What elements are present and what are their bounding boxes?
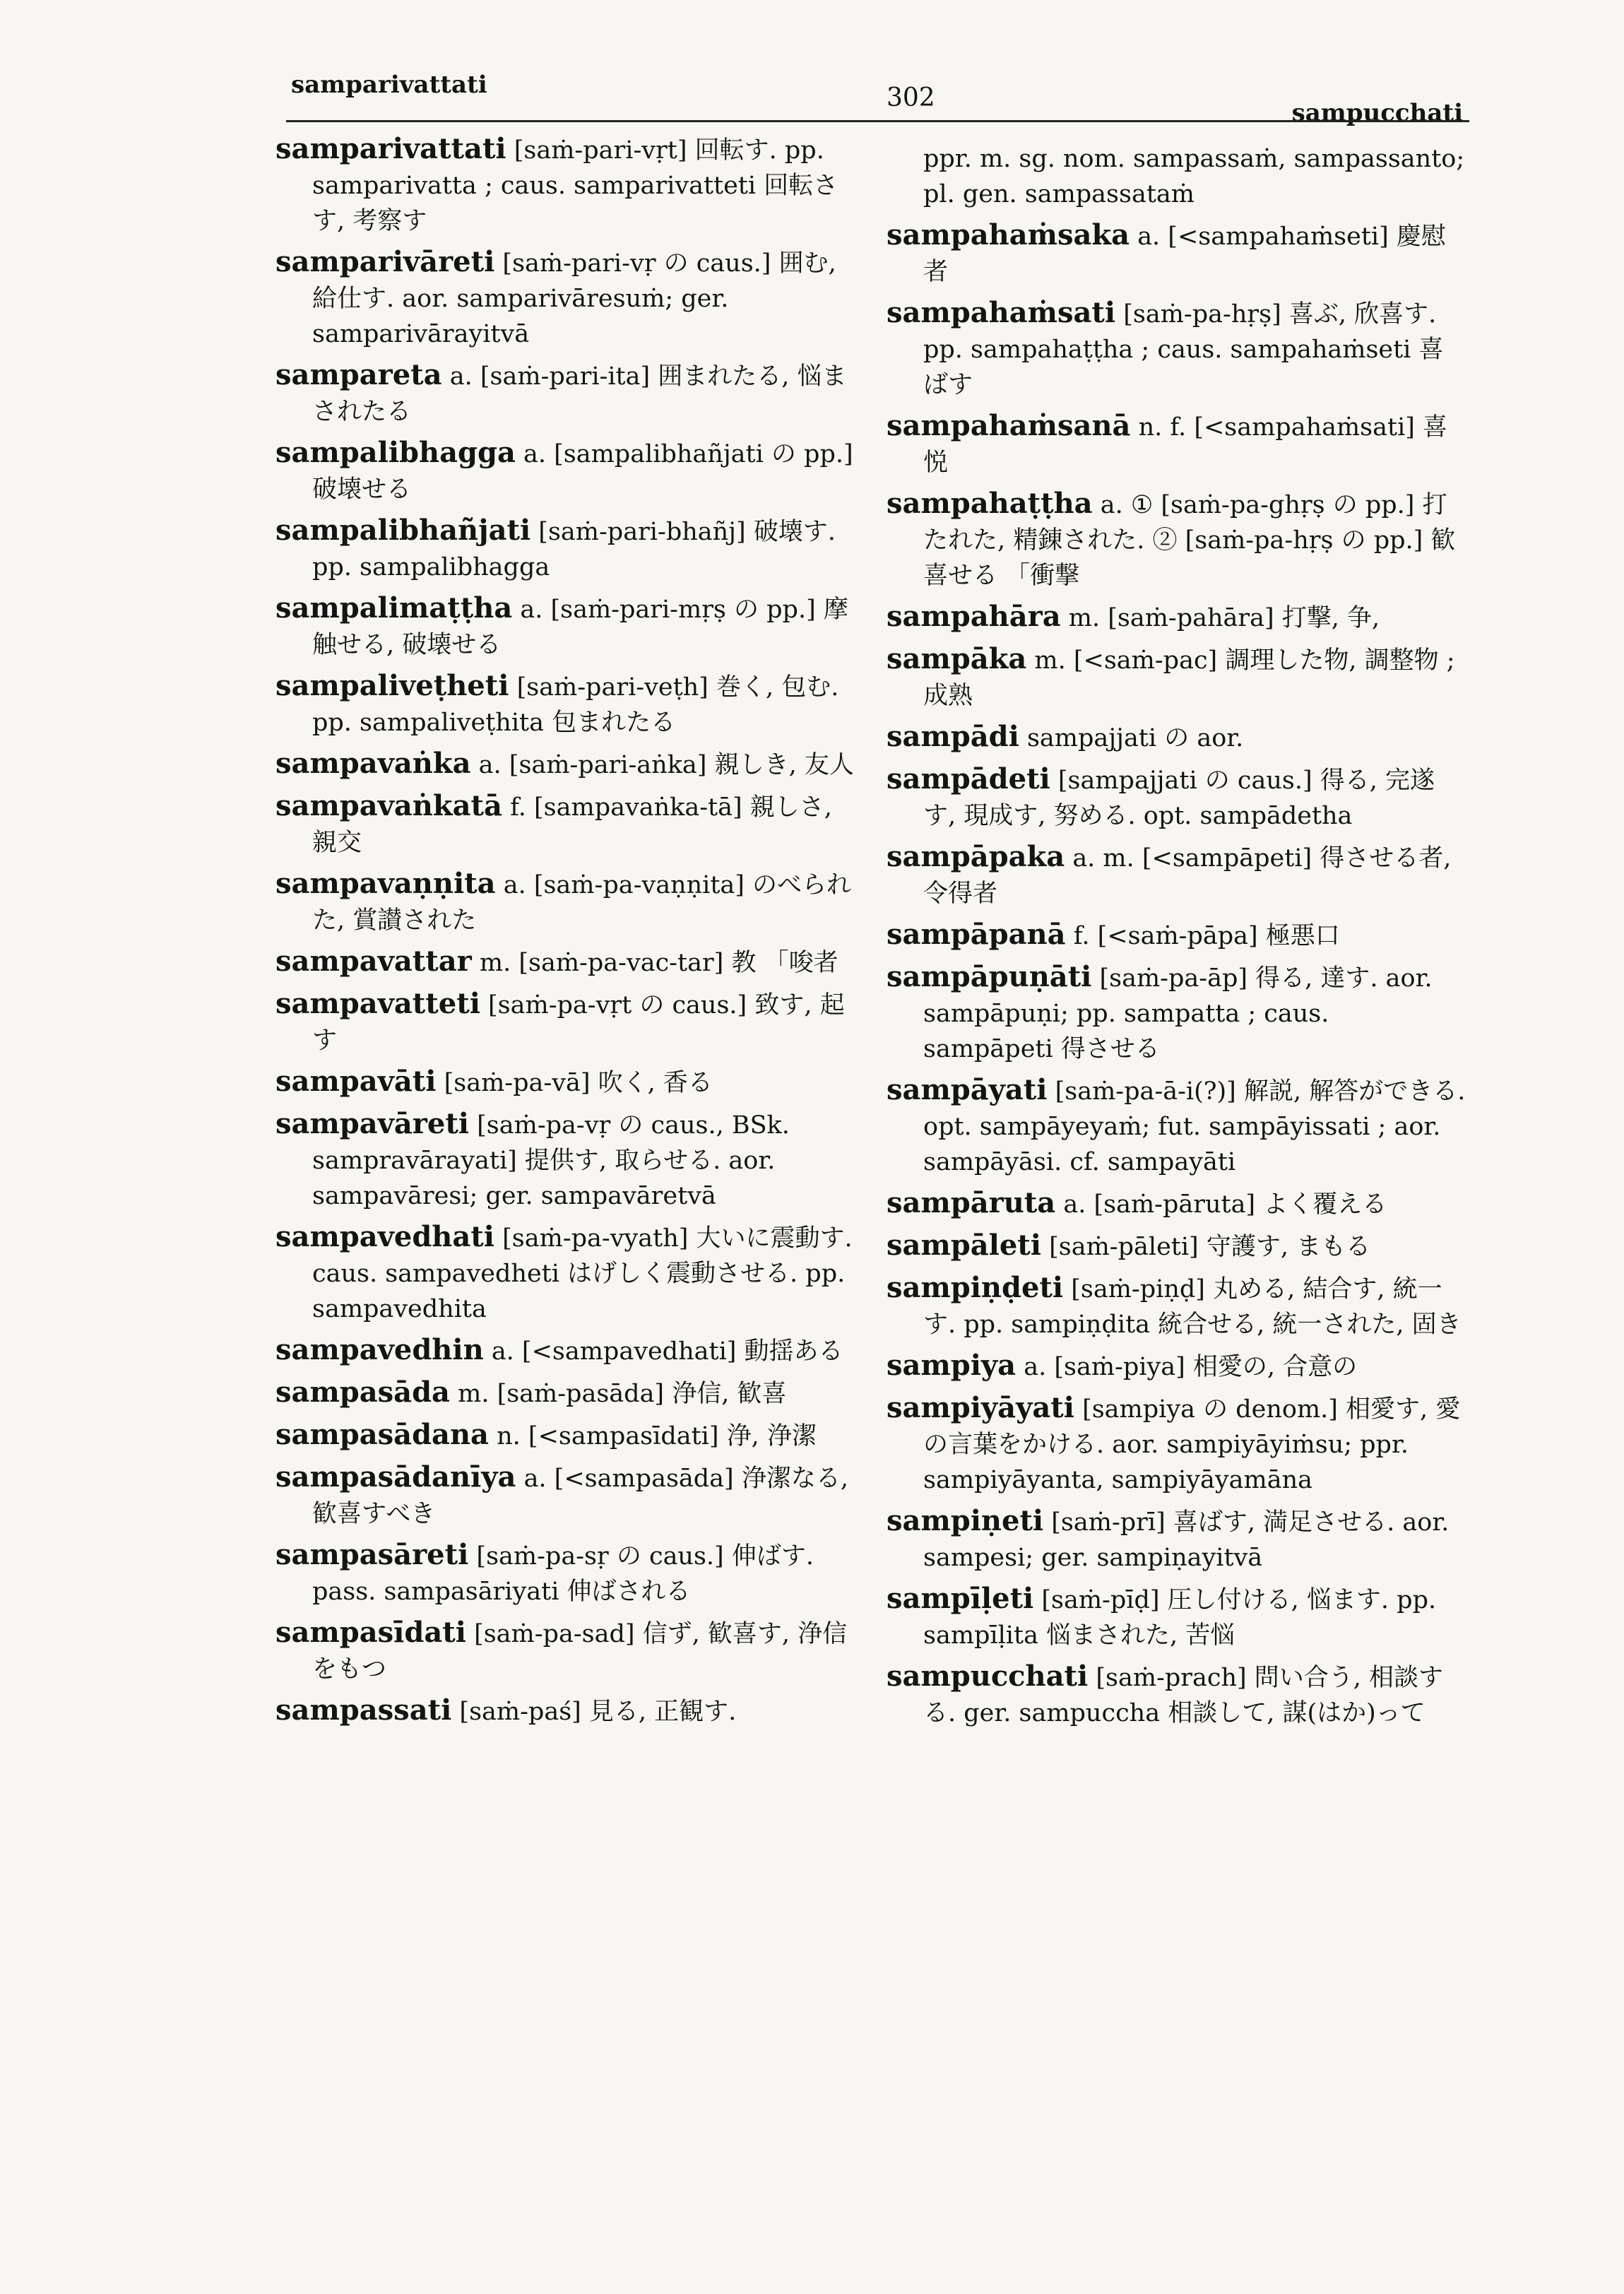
dictionary-entry <box>887 599 1466 636</box>
entry-definition: m. [saṁ-pahāra] 打撃, 争, <box>1068 604 1380 632</box>
entry-headword: sampucchati <box>887 1660 1089 1693</box>
dictionary-entry <box>275 591 855 663</box>
entry-headword: sampalimaṭṭha <box>275 591 513 625</box>
entry-headword: sampasādanīya <box>275 1460 516 1494</box>
entry-headword: sampavedhati <box>275 1220 494 1253</box>
entry-headword: sampāpaka <box>887 840 1065 873</box>
dictionary-entry <box>275 244 855 352</box>
entry-definition: [saṁ-pa-vṛ の caus., BSk. sampravārayati] 提供す, 取らせる. aor. sampavāresi; ger. sampavāretvā <box>312 1111 790 1210</box>
entry-definition: [saṁ-pa-vā] 吹く, 香る <box>444 1069 713 1097</box>
left-column <box>275 131 855 1735</box>
entry-headword: sampavaṇṇita <box>275 867 496 900</box>
entry-definition: n. f. [<sampahaṁsati] 喜悦 <box>923 413 1448 477</box>
entry-headword: sampahaṁsati <box>887 296 1116 329</box>
entry-definition: f. [<saṁ-pāpa] 極悪口 <box>1073 922 1340 950</box>
entry-headword: sampalibhagga <box>275 436 516 469</box>
entry-headword: sampādeti <box>887 762 1050 796</box>
entry-definition: [saṁ-pa-sad] 信ず, 歓喜す, 浄信をもつ <box>312 1620 848 1684</box>
entry-headword: sampiṇeti <box>887 1504 1044 1537</box>
dictionary-entry <box>275 746 855 783</box>
entry-definition: m. [<saṁ-pac] 調理した物, 調整物 ; 成熟 <box>923 646 1455 710</box>
dictionary-entry <box>275 131 855 239</box>
dictionary-entry <box>887 959 1466 1067</box>
dictionary-entry <box>275 1460 855 1532</box>
dictionary-entry <box>887 1503 1466 1575</box>
entry-definition: [saṁ-pari-vṛt] 回転す. pp. samparivatta ; caus. samparivatteti 回転さす, 考察す <box>312 136 838 235</box>
entry-definition: a. [<sampavedhati] 動揺ある <box>491 1337 843 1366</box>
entry-headword: sampalibhañjati <box>275 514 531 547</box>
entry-definition: [saṁ-prach] 問い合う, 相談する. ger. sampuccha 相談して, 謀(はか)って <box>923 1664 1444 1727</box>
entry-headword: sampāyati <box>887 1073 1048 1106</box>
entry-headword: sampīḷeti <box>887 1582 1034 1615</box>
entry-definition: sampajjati の aor. <box>1026 724 1244 752</box>
entry-definition: [saṁ-pa-hṛṣ] 喜ぶ, 欣喜す. pp. sampahaṭṭha ; caus. sampahaṁseti 喜ばす <box>923 300 1444 399</box>
entry-headword: sampāka <box>887 642 1027 675</box>
entry-definition: [saṁ-pari-bhañj] 破壊す. pp. sampalibhagga <box>312 518 836 581</box>
entry-definition: [saṁ-pa-ā-i(?)] 解説, 解答ができる. opt. sampāyeyaṁ; fut. sampāyissati ; aor. sampāyāsi. cf. sampayāti <box>923 1077 1466 1176</box>
entry-definition: [saṁ-pari-veṭh] 巻く, 包む. pp. sampaliveṭhita 包まれたる <box>312 673 839 737</box>
dictionary-entry <box>275 788 855 861</box>
entry-definition: [saṁ-prī] 喜ばす, 満足させる. aor. sampesi; ger. sampiṇayitvā <box>923 1508 1450 1572</box>
entry-headword: samparivāreti <box>275 245 495 278</box>
entry-definition: a. ① [saṁ-pa-ghṛṣ の pp.] 打たれた, 精錬された. ② [saṁ-pa-hṛṣ の pp.] 歓喜せる 「衝撃 <box>923 491 1456 590</box>
entry-definition: [sampiya の denom.] 相愛す, 愛の言葉をかける. aor. sampiyāyiṁsu; ppr. sampiyāyanta, sampiyāyamāna <box>923 1395 1461 1494</box>
entry-headword: sampasīdati <box>275 1616 466 1649</box>
dictionary-entry <box>275 513 855 585</box>
entry-definition: a. [saṁ-pa-vaṇṇita] のべられた, 賞讃された <box>312 871 852 935</box>
entry-definition: [saṁ-pīḍ] 圧し付ける, 悩ます. pp. sampīḷita 悩まされた, 苦悩 <box>923 1586 1437 1650</box>
entry-definition: a. [saṁ-pari-mṛṣ の pp.] 摩触せる, 破壊せる <box>312 596 848 659</box>
dictionary-entry <box>275 357 855 430</box>
dictionary-entry <box>887 917 1466 954</box>
dictionary-entry <box>275 1615 855 1687</box>
dictionary-entry <box>887 1581 1466 1653</box>
entry-definition: [saṁ-pari-vṛ の caus.] 囲む, 給仕す. aor. samparivāresuṁ; ger. samparivārayitvā <box>312 249 836 348</box>
entry-headword: sampasādana <box>275 1418 489 1451</box>
dictionary-entry <box>887 218 1466 290</box>
entry-headword: sampasāreti <box>275 1538 469 1571</box>
entry-headword: sampāruta <box>887 1186 1056 1219</box>
entry-definition: [saṁ-pāleti] 守護す, まもる <box>1049 1233 1371 1261</box>
entry-headword: sampiya <box>887 1349 1017 1382</box>
entry-headword: samparivattati <box>275 132 506 165</box>
dictionary-entry <box>275 866 855 938</box>
entry-definition: [saṁ-pa-vṛt の caus.] 致す, 起す <box>312 991 845 1055</box>
entry-definition: [saṁ-pa-āp] 得る, 達す. aor. sampāpuṇi; pp. sampatta ; caus. sampāpeti 得させる <box>923 964 1433 1063</box>
entry-headword: sampassati <box>275 1693 452 1727</box>
entry-definition: [sampajjati の caus.] 得る, 完遂す, 現成す, 努める. opt. sampādetha <box>923 767 1435 830</box>
entry-headword: sampasāda <box>275 1376 450 1409</box>
entry-headword: sampāpanā <box>887 918 1066 951</box>
entry-headword: sampavāti <box>275 1065 437 1098</box>
entry-headword: sampahāra <box>887 600 1061 633</box>
entry-definition: a. [sampalibhañjati の pp.] 破壊せる <box>312 440 853 504</box>
entry-headword: sampāpuṇāti <box>887 960 1092 993</box>
dictionary-entry <box>887 1186 1466 1222</box>
entry-definition: f. [sampavaṅka-tā] 親しさ, 親交 <box>312 793 832 857</box>
entry-definition: n. [<sampasīdati] 浄, 浄潔 <box>497 1422 817 1450</box>
page-number: 302 <box>887 83 935 112</box>
entry-headword: sampavaṅkatā <box>275 789 502 822</box>
header-rule <box>286 120 1469 122</box>
dictionary-entry <box>887 1270 1466 1342</box>
dictionary-entry <box>887 1348 1466 1385</box>
dictionary-entry <box>887 762 1466 834</box>
entry-definition: a. [saṁ-pari-ita] 囲まれたる, 悩まされたる <box>312 362 847 426</box>
entry-headword: sampiṇḍeti <box>887 1271 1064 1304</box>
dictionary-entry <box>275 986 855 1058</box>
entry-definition: m. [saṁ-pa-vac-tar] 教 「唆者 <box>479 949 838 977</box>
dictionary-entry <box>887 295 1466 403</box>
entry-continuation: ppr. m. sg. nom. sampassaṁ, sampassanto; pl. gen. sampassataṁ <box>923 145 1465 208</box>
dictionary-entry <box>275 1106 855 1214</box>
dictionary-entry <box>887 1072 1466 1180</box>
entry-definition: a. m. [<sampāpeti] 得させる者, 令得者 <box>923 844 1452 908</box>
dictionary-entry <box>275 1375 855 1412</box>
dictionary-entry <box>275 1417 855 1454</box>
entry-definition: a. [saṁ-piya] 相愛の, 合意の <box>1024 1353 1358 1381</box>
entry-headword: sampahaṭṭha <box>887 487 1093 520</box>
dictionary-entry <box>887 1390 1466 1498</box>
entry-headword: sampahaṁsaka <box>887 218 1130 252</box>
dictionary-entry <box>275 668 855 740</box>
entry-definition: a. [saṁ-pāruta] よく覆える <box>1063 1190 1387 1219</box>
entry-headword: sampavedhin <box>275 1333 484 1366</box>
dictionary-entry <box>275 1693 855 1730</box>
dictionary-entry <box>887 1228 1466 1265</box>
entry-headword: sampavatteti <box>275 987 480 1020</box>
entry-headword: sampādi <box>887 720 1019 753</box>
entry-definition: a. [saṁ-pari-aṅka] 親しき, 友人 <box>478 751 854 779</box>
right-column <box>887 141 1466 1737</box>
entry-headword: sampaliveṭheti <box>275 669 509 702</box>
dictionary-entry <box>887 486 1466 593</box>
entry-headword: sampāleti <box>887 1229 1041 1262</box>
entry-headword: sampareta <box>275 358 442 391</box>
dictionary-entry <box>887 408 1466 480</box>
entry-headword: sampahaṁsanā <box>887 409 1131 442</box>
dictionary-entry <box>887 642 1466 714</box>
entry-definition: a. [<sampahaṁseti] 慶慰者 <box>923 223 1446 286</box>
entry-headword: sampavāreti <box>275 1107 470 1140</box>
running-head-right: sampucchati <box>1291 99 1463 127</box>
dictionary-entry <box>275 1219 855 1327</box>
entry-definition: [saṁ-pa-vyath] 大いに震動す. caus. sampavedheti はげしく震動させる. pp. sampavedhita <box>312 1224 853 1323</box>
entry-headword: sampavattar <box>275 945 472 978</box>
dictionary-entry <box>275 1064 855 1101</box>
entry-headword: sampiyāyati <box>887 1391 1074 1424</box>
entry-definition: [saṁ-paś] 見る, 正観す. <box>459 1698 737 1726</box>
running-head-left: samparivattati <box>291 71 487 99</box>
dictionary-entry <box>887 1659 1466 1731</box>
dictionary-entry <box>275 1332 855 1369</box>
entry-headword: sampavaṅka <box>275 747 471 780</box>
entry-definition: m. [saṁ-pasāda] 浄信, 歓喜 <box>458 1380 787 1408</box>
entry-definition: [saṁ-pa-sṛ の caus.] 伸ばす. pass. sampasāriyati 伸ばされる <box>312 1542 814 1606</box>
dictionary-entry <box>275 944 855 981</box>
entry-definition: [saṁ-piṇḍ] 丸める, 結合す, 統一す. pp. sampiṇḍita 統合せる, 統一された, 固き <box>923 1275 1462 1339</box>
dictionary-entry <box>887 839 1466 911</box>
dictionary-entry <box>275 435 855 507</box>
entry-definition: a. [<sampasāda] 浄潔なる, 歓喜すべき <box>312 1465 848 1528</box>
dictionary-entry <box>275 1537 855 1609</box>
dictionary-entry <box>887 719 1466 756</box>
